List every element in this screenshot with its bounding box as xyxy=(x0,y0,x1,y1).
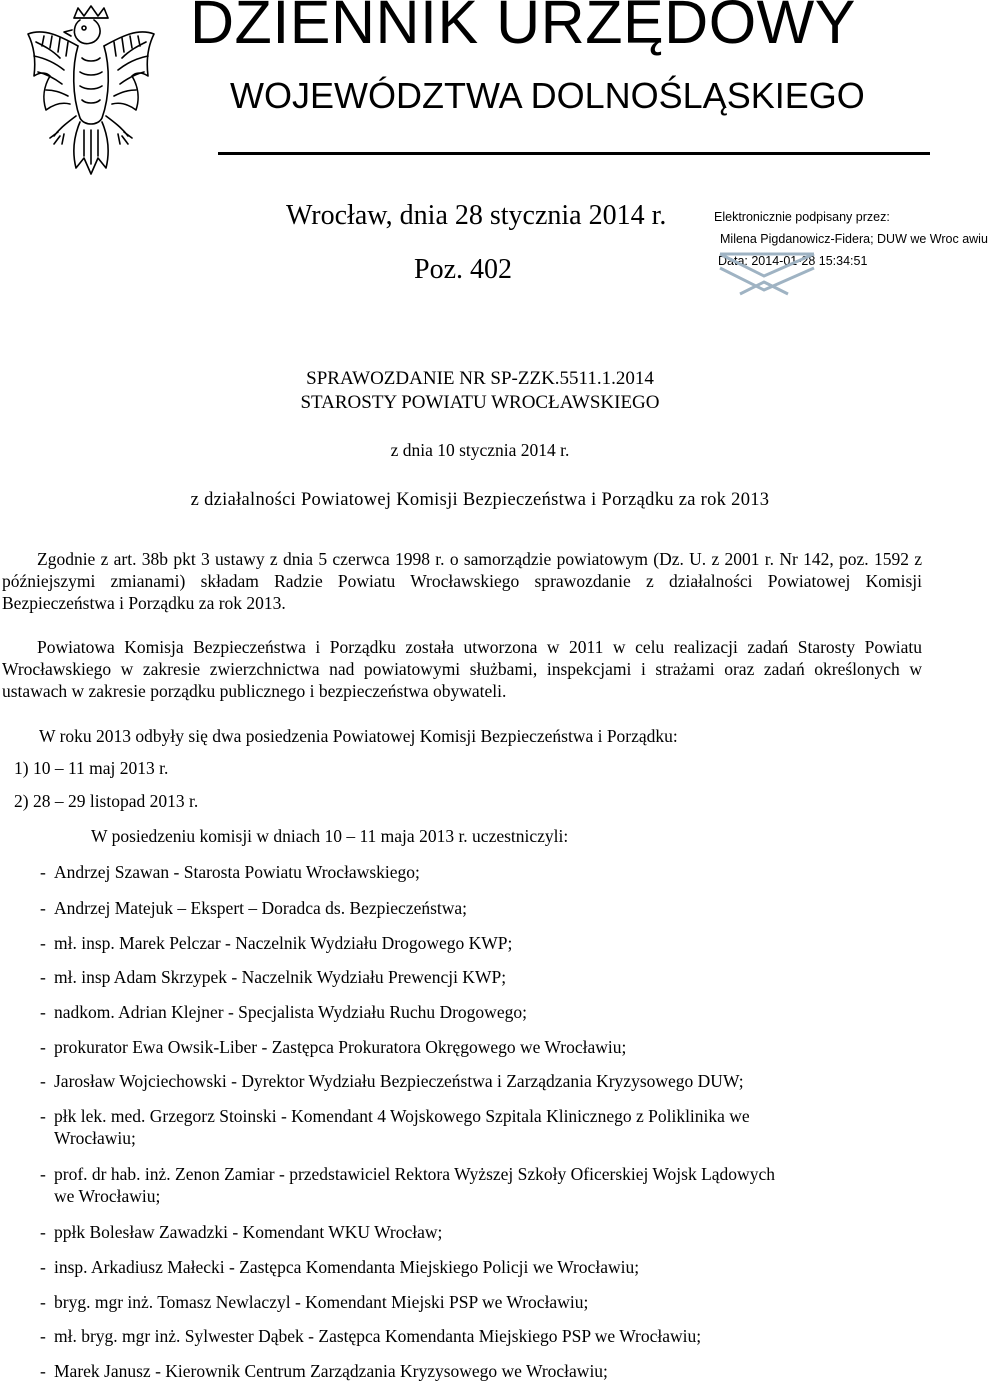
paragraph-text: Powiatowa Komisja Bezpieczeństwa i Porządku została utworzona w 2011 w celu realizacji zadań Starosty Powiatu Wrocławskiego w zakresie zwierzchnictwa nad powiatowymi służbami, inspekcjami i strażami oraz zadań określonych w ustawach w zakresie porządku publicznego i bezpieczeństwa obywateli. xyxy=(2,637,922,701)
list-item xyxy=(40,1001,924,1023)
signature-label: Elektronicznie podpisany przez: xyxy=(714,210,890,224)
participant-text: Andrzej Matejuk – Ekspert – Doradca ds. Bezpieczeństwa; xyxy=(54,898,468,918)
participant-text: ppłk Bolesław Zawadzki - Komendant WKU Wrocław; xyxy=(54,1222,443,1242)
report-date: z dnia 10 stycznia 2014 r. xyxy=(390,440,570,460)
participant-text: Andrzej Szawan - Starosta Powiatu Wrocławskiego; xyxy=(54,862,420,882)
list-dash: - xyxy=(40,967,46,987)
list-item xyxy=(40,897,924,919)
paragraph-legal-basis xyxy=(2,548,922,614)
participants-intro: W posiedzeniu komisji w dniach 10 – 11 maja 2013 r. uczestniczyli: xyxy=(91,826,569,846)
list-item xyxy=(40,966,924,988)
list-dash: - xyxy=(40,1037,46,1057)
list-dash: - xyxy=(40,1257,46,1277)
list-dash: - xyxy=(40,1222,46,1242)
list-item xyxy=(40,1360,924,1382)
list-item xyxy=(40,1105,924,1149)
participant-text: bryg. mgr inż. Tomasz Newlaczyl - Komendant Miejski PSP we Wrocławiu; xyxy=(54,1292,589,1312)
participant-text: nadkom. Adrian Klejner - Specjalista Wydziału Ruchu Drogowego; xyxy=(54,1002,527,1022)
participant-text: mł. insp Adam Skrzypek - Naczelnik Wydziału Prewencji KWP; xyxy=(54,967,507,987)
participant-text-continued: we Wrocławiu; xyxy=(54,1186,161,1206)
participant-text-continued: Wrocławiu; xyxy=(54,1128,136,1148)
signature-seal-icon xyxy=(712,244,822,300)
report-subject: z działalności Powiatowej Komisji Bezpieczeństwa i Porządku za rok 2013 xyxy=(190,490,770,510)
paragraph-commission xyxy=(2,636,922,702)
participant-text: mł. insp. Marek Pelczar - Naczelnik Wydziału Drogowego KWP; xyxy=(54,933,513,953)
journal-subtitle: WOJEWÓDZTWA DOLNOŚLĄSKIEGO xyxy=(230,75,865,116)
list-dash: - xyxy=(40,1071,46,1091)
list-item xyxy=(40,1070,924,1092)
paragraph-text: Zgodnie z art. 38b pkt 3 ustawy z dnia 5 czerwca 1998 r. o samorządzie powiatowym (Dz. U. z 2001 r. Nr 142, poz. 1592 z późniejszymi zmianami) składam Radzie Powiatu Wrocławskiego sprawozdanie z działalności Powiatowej Komisji Bezpieczeństwa i Porządku za rok 2013. xyxy=(2,549,922,613)
participant-text: mł. bryg. mgr inż. Sylwester Dąbek - Zastępca Komendanta Miejskiego PSP we Wrocławiu; xyxy=(54,1326,702,1346)
participant-text: płk lek. med. Grzegorz Stoinski - Komendant 4 Wojskowego Szpitala Klinicznego z Poliklinika we xyxy=(54,1106,750,1126)
meetings-intro: W roku 2013 odbyły się dwa posiedzenia Powiatowej Komisji Bezpieczeństwa i Porządku: xyxy=(39,726,678,746)
list-item xyxy=(40,1325,924,1347)
report-author: STAROSTY POWIATU WROCŁAWSKIEGO xyxy=(300,392,660,413)
list-dash: - xyxy=(40,1164,46,1184)
list-dash: - xyxy=(40,933,46,953)
list-dash: - xyxy=(40,1361,46,1381)
meeting-item: 1) 10 – 11 maj 2013 r. xyxy=(14,758,169,778)
list-item xyxy=(40,861,924,883)
meeting-item: 2) 28 – 29 listopad 2013 r. xyxy=(14,791,199,811)
signature-signer: Milena Pigdanowicz-Fidera; DUW we Wroc awiu xyxy=(720,232,988,246)
list-item xyxy=(40,1036,924,1058)
list-dash: - xyxy=(40,1002,46,1022)
header-divider xyxy=(218,152,930,155)
participant-text: prof. dr hab. inż. Zenon Zamiar - przedstawiciel Rektora Wyższej Szkoły Oficerskiej Wojsk Lądowych xyxy=(54,1164,775,1184)
list-dash: - xyxy=(40,862,46,882)
list-dash: - xyxy=(40,1106,46,1126)
journal-title: DZIENNIK URZĘDOWY xyxy=(190,0,856,56)
signature-date: Data: 2014-01-28 15:34:51 xyxy=(718,254,868,268)
list-item xyxy=(40,1256,924,1278)
list-item xyxy=(40,1163,924,1207)
position-number: Poz. 402 xyxy=(414,254,512,285)
list-dash: - xyxy=(40,1292,46,1312)
participant-text: insp. Arkadiusz Małecki - Zastępca Komendanta Miejskiego Policji we Wrocławiu; xyxy=(54,1257,640,1277)
list-item xyxy=(40,932,924,954)
list-item xyxy=(40,1221,924,1243)
list-item xyxy=(40,1291,924,1313)
report-title: SPRAWOZDANIE NR SP-ZZK.5511.1.2014 xyxy=(306,368,654,389)
eagle-emblem-icon xyxy=(14,6,168,176)
list-dash: - xyxy=(40,898,46,918)
participant-text: prokurator Ewa Owsik-Liber - Zastępca Prokuratora Okręgowego we Wrocławiu; xyxy=(54,1037,627,1057)
participant-text: Marek Janusz - Kierownik Centrum Zarządzania Kryzysowego we Wrocławiu; xyxy=(54,1361,608,1381)
issue-date: Wrocław, dnia 28 stycznia 2014 r. xyxy=(286,200,667,231)
list-dash: - xyxy=(40,1326,46,1346)
participant-text: Jarosław Wojciechowski - Dyrektor Wydziału Bezpieczeństwa i Zarządzania Kryzysowego DUW; xyxy=(54,1071,744,1091)
